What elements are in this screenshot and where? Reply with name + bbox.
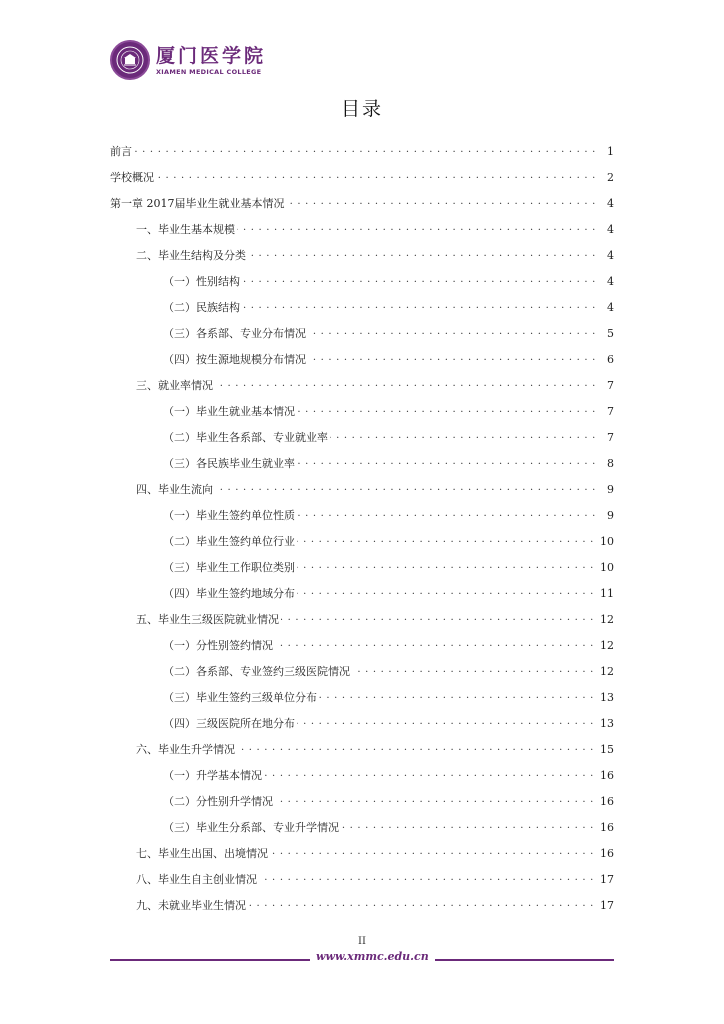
toc-entry-label: （三）毕业生签约三级单位分布 (163, 691, 317, 704)
toc-entry-label: （二）毕业生各系部、专业就业率 (163, 431, 328, 444)
toc-entry[interactable] (110, 627, 614, 653)
toc-entry[interactable] (110, 549, 614, 575)
toc-entry[interactable] (110, 289, 614, 315)
toc-leader-dots (242, 275, 596, 287)
toc-leader-dots (237, 743, 594, 755)
toc-entry-label: 一、毕业生基本规模 (136, 223, 235, 236)
toc-entry-page: 4 (607, 301, 614, 314)
toc-leader-dots (237, 223, 596, 235)
toc-entry-label: （一）毕业生就业基本情况 (163, 405, 295, 418)
toc-leader-dots (341, 821, 594, 833)
toc-entry-page: 17 (600, 899, 614, 912)
toc-entry-label: （二）民族结构 (163, 301, 240, 314)
toc-entry-label: 八、毕业生自主创业情况 (136, 873, 257, 886)
toc-entry-label: 四、毕业生流向 (136, 483, 213, 496)
toc-entry-page: 4 (607, 197, 614, 210)
toc-entry[interactable] (110, 705, 614, 731)
toc-entry-page: 5 (607, 327, 614, 340)
toc-entry-page: 4 (607, 275, 614, 288)
toc-entry-page: 10 (600, 561, 614, 574)
toc-leader-dots (275, 795, 594, 807)
toc-entry-label: （四）三级医院所在地分布 (163, 717, 295, 730)
toc-entry[interactable] (110, 497, 614, 523)
toc-entry[interactable] (110, 211, 614, 237)
toc-entry-page: 16 (600, 769, 614, 782)
toc-leader-dots (281, 613, 594, 625)
toc-entry[interactable] (110, 757, 614, 783)
toc-leader-dots (259, 873, 594, 885)
toc-entry-page: 9 (607, 483, 614, 496)
toc-leader-dots (264, 769, 594, 781)
toc-entry-page: 7 (607, 431, 614, 444)
toc-entry[interactable] (110, 809, 614, 835)
toc-entry-label: 学校概况 (110, 171, 154, 184)
toc-leader-dots (215, 379, 596, 391)
toc-entry[interactable] (110, 783, 614, 809)
toc-leader-dots (297, 561, 594, 573)
school-name-en: XIAMEN MEDICAL COLLEGE (156, 67, 262, 76)
toc-entry[interactable] (110, 601, 614, 627)
toc-entry-page: 16 (600, 821, 614, 834)
toc-entry-label: 三、就业率情况 (136, 379, 213, 392)
toc-entry[interactable] (110, 679, 614, 705)
toc-entry-label: （四）毕业生签约地域分布 (163, 587, 295, 600)
toc-entry-page: 8 (607, 457, 614, 470)
toc-entry[interactable] (110, 445, 614, 471)
toc-leader-dots (248, 899, 594, 911)
toc-entry-page: 12 (600, 639, 614, 652)
table-of-contents (110, 133, 614, 913)
toc-entry[interactable] (110, 159, 614, 185)
toc-leader-dots (134, 145, 596, 157)
toc-entry[interactable] (110, 315, 614, 341)
toc-leader-dots (297, 509, 596, 521)
toc-entry[interactable] (110, 237, 614, 263)
toc-entry-label: 五、毕业生三级医院就业情况 (136, 613, 279, 626)
toc-leader-dots (308, 327, 596, 339)
toc-entry-label: （二）毕业生签约单位行业 (163, 535, 295, 548)
toc-entry-label: 六、毕业生升学情况 (136, 743, 235, 756)
toc-entry-label: 二、毕业生结构及分类 (136, 249, 246, 262)
toc-leader-dots (319, 691, 594, 703)
page-header (110, 40, 266, 80)
school-name-cn: 厦门医学院 (156, 44, 267, 67)
page-title: 目录 (340, 98, 383, 120)
toc-entry[interactable] (110, 367, 614, 393)
toc-entry-page: 9 (607, 509, 614, 522)
toc-entry-page: 4 (607, 223, 614, 236)
toc-entry[interactable] (110, 731, 614, 757)
toc-entry-label: 七、毕业生出国、出境情况 (136, 847, 268, 860)
page-number: II (358, 936, 366, 947)
toc-leader-dots (156, 171, 596, 183)
toc-entry-page: 12 (600, 665, 614, 678)
toc-leader-dots (297, 717, 594, 729)
toc-entry-page: 2 (607, 171, 614, 184)
toc-entry[interactable] (110, 341, 614, 367)
toc-entry-page: 10 (600, 535, 614, 548)
toc-leader-dots (242, 301, 596, 313)
toc-leader-dots (215, 483, 596, 495)
toc-entry-page: 6 (607, 353, 614, 366)
toc-entry-label: （一）分性别签约情况 (163, 639, 273, 652)
toc-leader-dots (297, 587, 594, 599)
toc-entry-label: （二）分性别升学情况 (163, 795, 273, 808)
toc-entry-page: 15 (600, 743, 614, 756)
toc-entry-label: （二）各系部、专业签约三级医院情况 (163, 665, 350, 678)
toc-entry[interactable] (110, 133, 614, 159)
toc-leader-dots (297, 405, 596, 417)
toc-entry-page: 12 (600, 613, 614, 626)
toc-entry-page: 11 (600, 587, 614, 600)
toc-entry-page: 1 (607, 145, 614, 158)
toc-entry-label: （三）毕业生工作职位类别 (163, 561, 295, 574)
toc-leader-dots (352, 665, 594, 677)
toc-entry-label: （四）按生源地规模分布情况 (163, 353, 306, 366)
toc-entry-label: 前言 (110, 145, 132, 158)
toc-leader-dots (330, 431, 596, 443)
toc-entry-label: （一）毕业生签约单位性质 (163, 509, 295, 522)
toc-leader-dots (248, 249, 596, 261)
toc-leader-dots (270, 847, 594, 859)
toc-entry-label: 第一章 2017届毕业生就业基本情况 (110, 197, 285, 210)
toc-entry[interactable] (110, 471, 614, 497)
toc-entry[interactable] (110, 887, 614, 913)
toc-entry[interactable] (110, 575, 614, 601)
toc-leader-dots (308, 353, 596, 365)
toc-entry-label: （三）各系部、专业分布情况 (163, 327, 306, 340)
toc-leader-dots (287, 197, 597, 209)
toc-entry[interactable] (110, 653, 614, 679)
toc-entry-page: 16 (600, 795, 614, 808)
toc-entry-page: 4 (607, 249, 614, 262)
toc-entry[interactable] (110, 523, 614, 549)
toc-entry-label: （三）各民族毕业生就业率 (163, 457, 295, 470)
toc-entry-page: 13 (600, 717, 614, 730)
college-seal-icon (110, 40, 150, 80)
toc-entry[interactable] (110, 263, 614, 289)
toc-leader-dots (297, 457, 596, 469)
toc-entry-label: （一）升学基本情况 (163, 769, 262, 782)
toc-entry-label: （一）性别结构 (163, 275, 240, 288)
toc-entry-page: 17 (600, 873, 614, 886)
toc-entry-page: 7 (607, 405, 614, 418)
toc-entry[interactable] (110, 393, 614, 419)
toc-leader-dots (275, 639, 594, 651)
toc-entry-page: 7 (607, 379, 614, 392)
footer-url: www.xmmc.edu.cn (310, 950, 435, 963)
toc-entry-page: 13 (600, 691, 614, 704)
toc-entry-label: 九、未就业毕业生情况 (136, 899, 246, 912)
toc-entry[interactable] (110, 185, 614, 211)
toc-entry-label: （三）毕业生分系部、专业升学情况 (163, 821, 339, 834)
toc-entry[interactable] (110, 861, 614, 887)
toc-entry-page: 16 (600, 847, 614, 860)
toc-entry[interactable] (110, 419, 614, 445)
toc-entry[interactable] (110, 835, 614, 861)
toc-leader-dots (297, 535, 594, 547)
